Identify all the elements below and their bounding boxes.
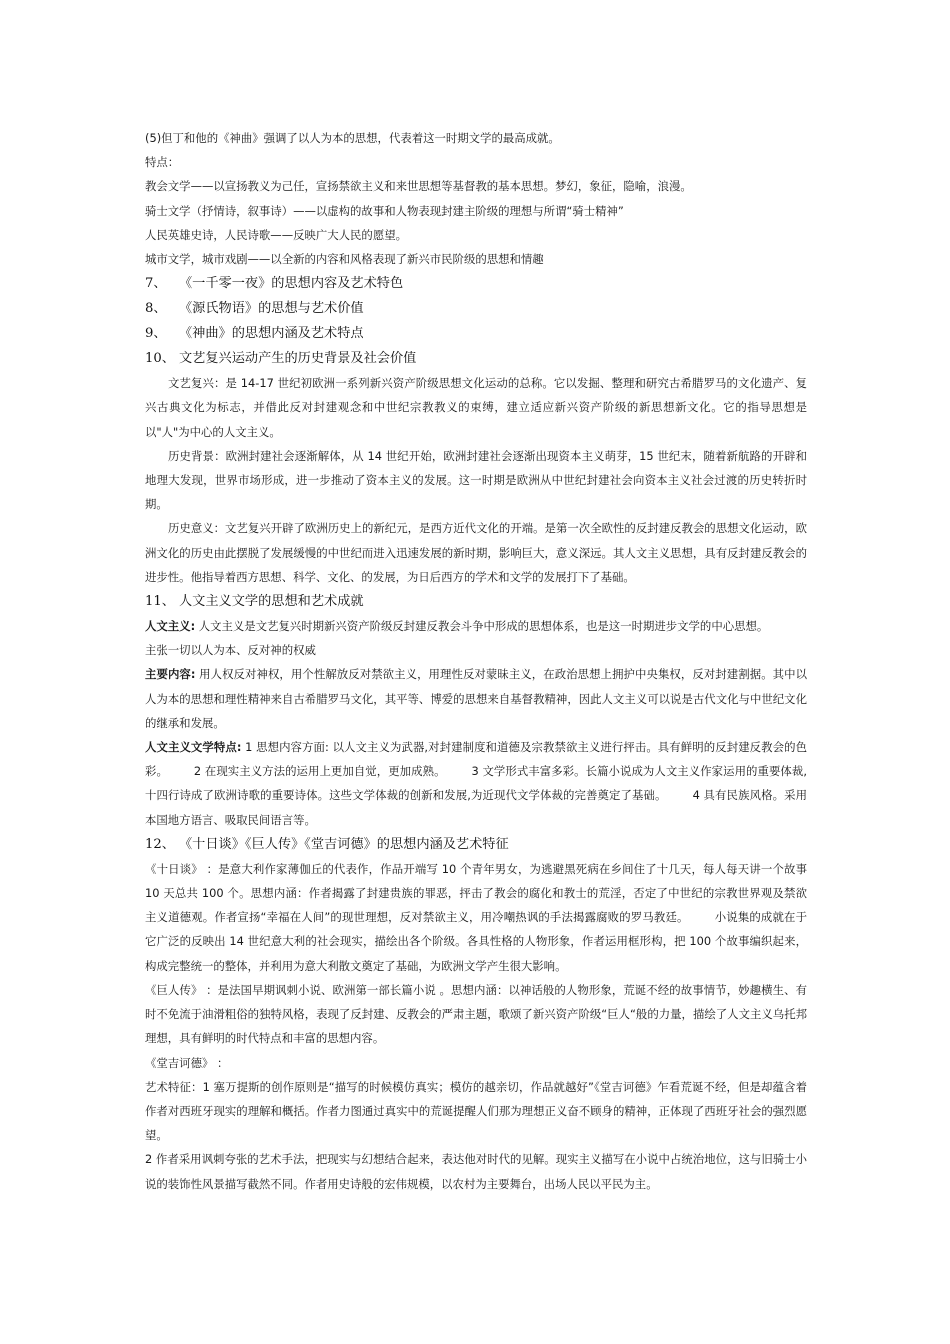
heading-text: 《十日谈》《巨人传》《堂吉诃德》的思想内涵及艺术特征 xyxy=(179,836,509,852)
heading-10 xyxy=(145,346,807,371)
feature-2: 2 在现实主义方法的运用上更加自觉，更加成熟。 xyxy=(193,764,446,779)
paragraph-humanism xyxy=(145,614,807,638)
bold-label: 人文主义文学特点: xyxy=(145,740,242,755)
bold-label: 人文主义: xyxy=(145,619,196,634)
heading-text: 文艺复兴运动产生的历史背景及社会价值 xyxy=(179,351,417,367)
paragraph-don-quixote-art-2: 2 作者采用讽刺夸张的艺术手法，把现实与幻想结合起来，表达他对时代的见解。现实主义描写在小说中占统治地位，这与旧骑士小说的装饰性风景描写截然不同。作者用史诗般的宏伟规模，以农村为主要舞台，出场人民以平民为主。 xyxy=(145,1152,807,1191)
feature-1: 1 思想内容方面: 以人文主义为武器,对封建制度和道德及宗教禁欲主义进行抨击。具有鲜明的反封建反教会的色彩。 xyxy=(145,740,808,779)
heading-number: 7、 xyxy=(145,276,167,292)
heading-8 xyxy=(145,296,807,321)
paragraph-folk-epic: 人民英雄史诗，人民诗歌——反映广大人民的愿望。 xyxy=(145,227,407,242)
paragraph-decameron xyxy=(145,857,807,978)
paragraph-historical-significance: 历史意义：文艺复兴开辟了欧洲历史上的新纪元，是西方近代文化的开端。是第一次全欧性的反封建反教会的思想文化运动，欧洲文化的历史由此摆脱了发展缓慢的中世纪而进入迅速发展的新时期，影响巨大，意义深远。其人文主义思想，具有反封建反教会的进步性。他指导着西方思想、科学、文化、的发展，为日后西方的学术和文学的发展打下了基础。 xyxy=(145,521,807,584)
paragraph-historical-background: 历史背景：欧洲封建社会逐渐解体，从 14 世纪开始，欧洲封建社会逐渐出现资本主义萌芽，15 世纪末，随着新航路的开辟和地理大发现，世界市场形成，进一步推动了资本主义的发展。这一时期是欧洲从中世纪封建社会向资本主义社会过渡的历史转折时期。 xyxy=(145,448,807,512)
heading-number: 12、 xyxy=(145,836,175,852)
heading-text: 人文主义文学的思想和艺术成就 xyxy=(179,594,364,610)
paragraph-don-quixote-art-1: 艺术特征：1 塞万提斯的创作原则是“描写的时候模仿真实；模仿的越亲切，作品就越好”《堂吉诃德》乍看荒诞不经，但是却蕴含着作者对西班牙现实的理解和概括。作者力图通过真实中的荒诞提醒人们那为理想正义奋不顾身的精神，正体现了西班牙社会的强烈愿望。 xyxy=(145,1079,807,1143)
paragraph-text: 《十日谈》 ：是意大利作家薄伽丘的代表作，作品开端写 10 个青年男女，为逃避黑死病在乡间住了十几天，每人每天讲一个故事 10 天总共 100 个。思想内涵：作者揭露了封建贵族的罪恶，抨击了教会的腐化和教士的荒淫，否定了中世纪的宗教世界观及禁欲主义道德观。作者宣扬“幸福在人间”的现世理想，反对禁欲主义，用冷嘲热讽的手法揭露腐败的罗马教廷。 xyxy=(145,861,807,925)
heading-number: 9、 xyxy=(145,326,167,342)
paragraph-don-quixote-label: 《堂吉诃德》 ： xyxy=(145,1055,229,1070)
paragraph-text-continued: 小说集的成就在于它广泛的反映出 14 世纪意大利的社会现实，描绘出各个阶级。各具性格的人物形象，作者运用框形构，把 100 个故事编织起来，构成完整统一的整体，并利用为意大利散文奠定了基础，为欧洲文学产生很大影响。 xyxy=(145,910,807,973)
paragraph-renaissance-definition: 文艺复兴：是 14-17 世纪初欧洲一系列新兴资产阶级思想文化运动的总称。它以发掘、整理和研究古希腊罗马的文化遗产、复兴古典文化为标志，并借此反对封建观念和中世纪宗教教义的束缚，建立适应新兴资产阶级的新思想新文化。它的指导思想是以"人"为中心的人文主义。 xyxy=(145,376,807,439)
heading-text: 《神曲》的思想内涵及艺术特点 xyxy=(179,326,364,342)
paragraph-humanism-claim: 主张一切以人为本、反对神的权威 xyxy=(145,643,316,658)
heading-11 xyxy=(145,589,807,614)
heading-number: 8、 xyxy=(145,301,167,317)
heading-9 xyxy=(145,321,807,346)
paragraph-humanist-literature-features xyxy=(145,735,807,832)
feature-4: 4 具有民族风格。采用本国地方语言、吸取民间语言等。 xyxy=(145,788,807,827)
document-page xyxy=(145,126,807,1196)
heading-text: 《一千零一夜》的思想内容及艺术特色 xyxy=(179,276,404,292)
feature-3: 3 文学形式丰富多彩。长篇小说成为人文主义作家运用的重要体裁,十四行诗成了欧洲诗歌的重要诗体。这些文学体裁的创新和发展,为近现代文学体裁的完善奠定了基础。 xyxy=(145,764,807,803)
paragraph-dante: (5)但丁和他的《神曲》强调了以人为本的思想，代表着这一时期文学的最高成就。 xyxy=(145,131,560,145)
paragraph-city-literature: 城市文学，城市戏剧——以全新的内容和风格表现了新兴市民阶级的思想和情趣 xyxy=(145,252,544,267)
paragraph-knight-literature: 骑士文学（抒情诗，叙事诗）——以虚构的故事和人物表现封建主阶级的理想与所谓“骑士精神” xyxy=(145,203,624,218)
bold-label: 主要内容: xyxy=(145,667,196,682)
heading-12 xyxy=(145,832,807,857)
paragraph-church-literature: 教会文学——以宣扬教义为己任，宣扬禁欲主义和来世思想等基督教的基本思想。梦幻，象征，隐喻，浪漫。 xyxy=(145,179,692,194)
paragraph-gargantua: 《巨人传》 ：是法国早期讽刺小说、欧洲第一部长篇小说 。思想内涵：以神话般的人物形象，荒诞不经的故事情节，妙趣横生、有时不免流于油滑粗俗的独特风格，表现了反封建、反教会的严肃主题，歌颂了新兴资产阶级“巨人“般的力量，描绘了人文主义乌托邦理想，具有鲜明的时代特点和丰富的思想内容。 xyxy=(145,982,807,1046)
heading-number: 11、 xyxy=(145,594,175,610)
heading-number: 10、 xyxy=(145,351,175,367)
paragraph-text: 人文主义是文艺复兴时期新兴资产阶级反封建反教会斗争中形成的思想体系，也是这一时期进步文学的中心思想。 xyxy=(195,619,769,634)
heading-text: 《源氏物语》的思想与艺术价值 xyxy=(179,301,364,317)
paragraph-text: 用人权反对神权，用个性解放反对禁欲主义，用理性反对蒙昧主义，在政治思想上拥护中央集权，反对封建割据。其中以人为本的思想和理性精神来自古希腊罗马文化，其平等、博爱的思想来自基督教精神，因此人文主义可以说是古代文化与中世纪文化的继承和发展。 xyxy=(145,667,807,730)
paragraph-features-label: 特点： xyxy=(145,155,180,170)
paragraph-main-content xyxy=(145,662,807,735)
heading-7 xyxy=(145,271,807,296)
